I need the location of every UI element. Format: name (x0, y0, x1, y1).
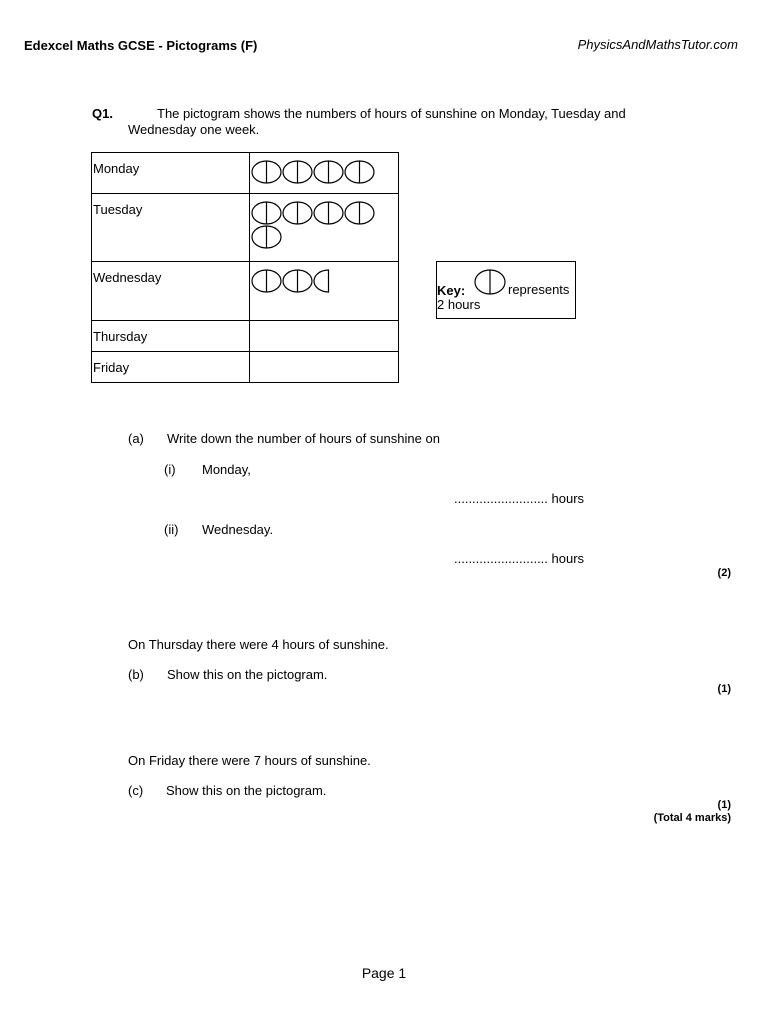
part-a-ii-label: (ii) (164, 522, 179, 537)
full-circle-symbol-icon (344, 201, 375, 225)
part-a-text: Write down the number of hours of sunshine on (167, 431, 440, 446)
part-a-i-text: Monday, (202, 462, 251, 477)
question-intro (128, 106, 626, 138)
full-circle-symbol-icon (282, 269, 313, 293)
pictogram-row-wednesday (92, 262, 399, 321)
pictogram-key (436, 261, 576, 319)
pictogram-row-tuesday (92, 194, 399, 262)
answer-line-wednesday[interactable]: .......................... hours (454, 551, 585, 566)
pictogram-row-friday (92, 352, 399, 383)
day-label: Tuesday (92, 194, 250, 262)
full-circle-symbol-icon (251, 160, 282, 184)
symbol-cell (250, 194, 399, 262)
symbol-cell (250, 262, 399, 321)
question-number: Q1. (92, 106, 113, 121)
symbol-cell-empty[interactable] (250, 352, 399, 383)
day-label: Monday (92, 153, 250, 194)
site-name: PhysicsAndMathsTutor.com (577, 37, 738, 52)
page-number: Page 1 (361, 965, 407, 981)
pictogram-row-monday (92, 153, 399, 194)
part-c-marks: (1) (717, 799, 731, 811)
day-label: Thursday (92, 321, 250, 352)
circle-symbol-icon (474, 269, 506, 298)
symbol-cell (250, 153, 399, 194)
full-circle-symbol-icon (282, 160, 313, 184)
full-circle-symbol-icon (251, 201, 282, 225)
part-c-label: (c) (128, 783, 144, 798)
part-a-i-label: (i) (164, 462, 176, 477)
part-a-label: (a) (128, 431, 144, 446)
part-b-label: (b) (128, 667, 144, 682)
part-c-intro: On Friday there were 7 hours of sunshine. (128, 753, 371, 768)
full-circle-symbol-icon (251, 225, 282, 249)
full-circle-symbol-icon (251, 269, 282, 293)
full-circle-symbol-icon (344, 160, 375, 184)
full-circle-symbol-icon (313, 201, 344, 225)
symbol-cell-empty[interactable] (250, 321, 399, 352)
key-represents: represents (508, 282, 570, 297)
pictogram-table (91, 152, 399, 383)
key-label: Key: (437, 283, 466, 298)
question-intro-line-2: Wednesday one week. (128, 122, 260, 137)
day-label: Wednesday (92, 262, 250, 321)
full-circle-symbol-icon (282, 201, 313, 225)
question-intro-line-1: The pictogram shows the numbers of hours of sunshine on Monday, Tuesday and (157, 106, 626, 121)
total-marks: (Total 4 marks) (653, 812, 731, 824)
answer-line-monday[interactable]: .......................... hours (454, 491, 585, 506)
full-circle-symbol-icon (313, 160, 344, 184)
key-value: 2 hours (437, 297, 481, 312)
part-b-marks: (1) (717, 683, 731, 695)
pictogram-row-thursday (92, 321, 399, 352)
day-label: Friday (92, 352, 250, 383)
part-a-ii-text: Wednesday. (202, 522, 274, 537)
part-a-marks: (2) (717, 567, 731, 579)
part-b-intro: On Thursday there were 4 hours of sunshine. (128, 637, 389, 652)
part-b-text: Show this on the pictogram. (167, 667, 328, 682)
half-circle-symbol-icon (313, 269, 344, 293)
part-c-text: Show this on the pictogram. (166, 783, 327, 798)
document-title: Edexcel Maths GCSE - Pictograms (F) (24, 38, 258, 53)
